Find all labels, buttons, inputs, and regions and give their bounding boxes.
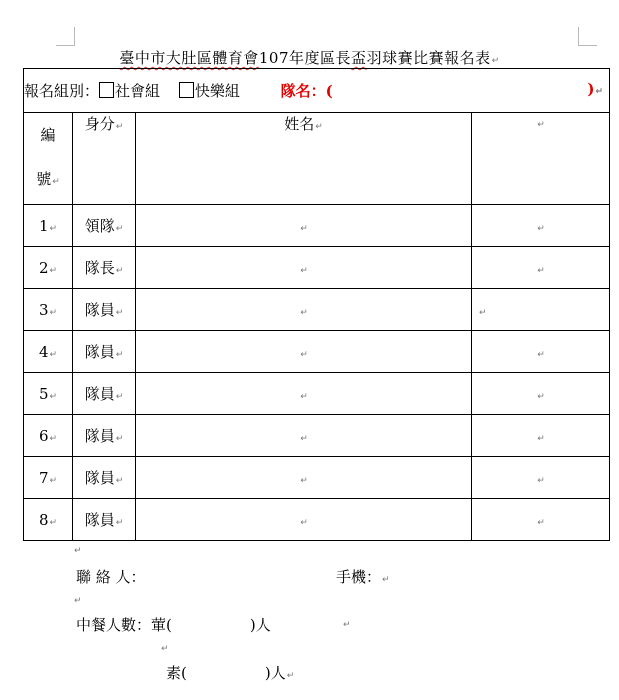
member-number: 2↵ — [24, 247, 73, 289]
member-row — [24, 415, 610, 457]
paragraph-mark: ↵ — [343, 620, 351, 630]
member-role: 隊員↵ — [73, 457, 136, 499]
title-squiggle-word: 盃 — [351, 49, 367, 67]
member-role: 隊員↵ — [73, 331, 136, 373]
team-name-close: )↵ — [587, 80, 603, 98]
member-extra-cell[interactable]: ↵ — [472, 457, 610, 499]
lunch-line — [76, 614, 271, 635]
lunch-label: 中餐人數：葷( — [76, 616, 172, 634]
registration-table — [23, 68, 610, 541]
member-extra-cell[interactable]: ↵ — [472, 289, 610, 331]
title-suffix: 羽球賽比賽報名表 — [366, 49, 491, 67]
member-role: 隊員↵ — [73, 289, 136, 331]
form-title — [0, 47, 619, 68]
member-role: 隊長↵ — [73, 247, 136, 289]
member-name-cell[interactable]: ↵ — [136, 373, 472, 415]
margin-corner-top-right — [578, 27, 597, 46]
member-number: 4↵ — [24, 331, 73, 373]
group-row — [24, 69, 610, 113]
member-row — [24, 289, 610, 331]
paragraph-mark: ↵ — [74, 546, 82, 556]
member-row — [24, 331, 610, 373]
member-row — [24, 247, 610, 289]
team-name-label: 隊名：( — [280, 82, 333, 100]
paragraph-mark: ↵ — [74, 596, 82, 606]
lunch-unit: )人 — [249, 616, 271, 634]
phone-line: 手機：↵ — [336, 568, 390, 586]
header-number: 編 號↵ — [24, 113, 73, 205]
member-number: 8↵ — [24, 499, 73, 541]
member-extra-cell[interactable]: ↵ — [472, 247, 610, 289]
member-name-cell[interactable]: ↵ — [136, 415, 472, 457]
member-extra-cell[interactable]: ↵ — [472, 415, 610, 457]
member-row — [24, 205, 610, 247]
margin-corner-top-left — [56, 27, 75, 46]
happy-group-label: 快樂組 — [194, 82, 240, 100]
member-number: 6↵ — [24, 415, 73, 457]
member-extra-cell[interactable]: ↵ — [472, 331, 610, 373]
social-group-label: 社會組 — [115, 82, 161, 100]
title-mid: 年度區長 — [289, 49, 352, 67]
member-role: 隊員↵ — [73, 499, 136, 541]
member-extra-cell[interactable]: ↵ — [472, 373, 610, 415]
contact-label: 聯 絡 人： — [76, 568, 146, 586]
member-name-cell[interactable]: ↵ — [136, 499, 472, 541]
group-cell[interactable] — [24, 69, 610, 113]
member-name-cell[interactable]: ↵ — [136, 457, 472, 499]
member-name-cell[interactable]: ↵ — [136, 331, 472, 373]
member-extra-cell[interactable]: ↵ — [472, 205, 610, 247]
member-role: 領隊↵ — [73, 205, 136, 247]
member-number: 7↵ — [24, 457, 73, 499]
member-extra-cell[interactable]: ↵ — [472, 499, 610, 541]
member-row — [24, 373, 610, 415]
title-prefix: 臺中市大肚區體育會 — [119, 49, 259, 67]
paragraph-mark: ↵ — [161, 644, 169, 654]
social-group-checkbox[interactable] — [99, 82, 114, 98]
title-year: 107 — [258, 49, 290, 67]
member-row — [24, 499, 610, 541]
member-number: 1↵ — [24, 205, 73, 247]
header-name: 姓名↵ — [136, 113, 472, 205]
header-row — [24, 113, 610, 205]
veg-line: 素( )人↵ — [166, 664, 295, 682]
happy-group-checkbox[interactable] — [179, 82, 194, 98]
member-name-cell[interactable]: ↵ — [136, 205, 472, 247]
header-extra: ↵ — [472, 113, 610, 205]
phone-label: 手機： — [336, 568, 382, 586]
member-rows — [24, 205, 610, 541]
member-role: 隊員↵ — [73, 373, 136, 415]
member-number: 5↵ — [24, 373, 73, 415]
header-role: 身分↵ — [73, 113, 136, 205]
member-row — [24, 457, 610, 499]
veg-label: 素( — [166, 664, 187, 682]
group-label: 報名組別： — [24, 82, 100, 100]
contact-line — [76, 566, 146, 587]
paragraph-mark: ↵ — [491, 56, 500, 66]
veg-unit: )人 — [264, 664, 286, 682]
member-role: 隊員↵ — [73, 415, 136, 457]
member-name-cell[interactable]: ↵ — [136, 289, 472, 331]
member-number: 3↵ — [24, 289, 73, 331]
member-name-cell[interactable]: ↵ — [136, 247, 472, 289]
